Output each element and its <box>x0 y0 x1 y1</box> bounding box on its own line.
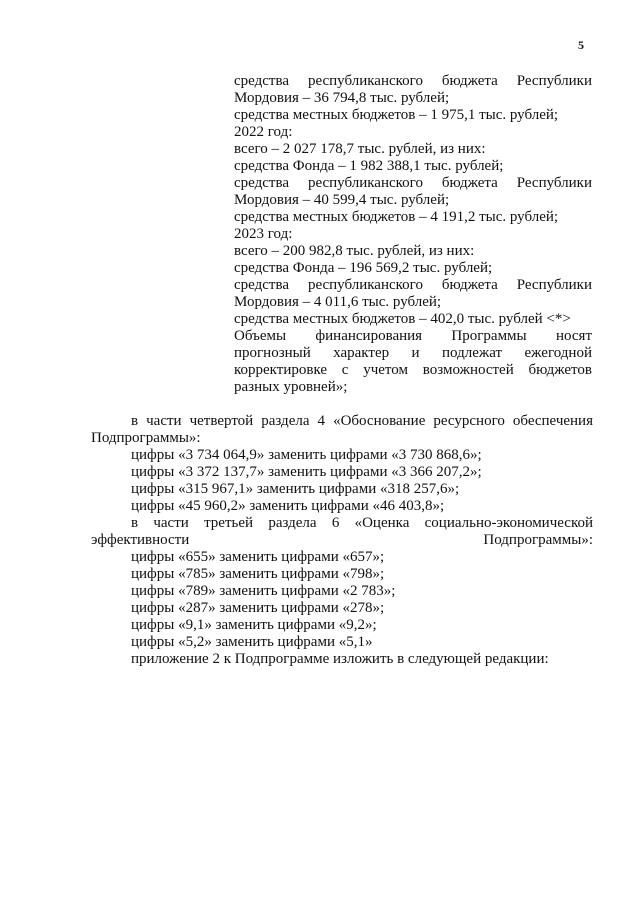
replacement-line: цифры «3 734 064,9» заменить цифрами «3 730 868,6»; <box>131 447 482 463</box>
funding-line: средства Фонда – 1 982 388,1 тыс. рублей; <box>234 158 504 174</box>
funding-line: всего – 200 982,8 тыс. рублей, из них: <box>234 243 475 259</box>
replacement-line: цифры «785» заменить цифрами «798»; <box>131 566 385 582</box>
note-line: разных уровней»; <box>234 379 348 395</box>
replacement-line: цифры «287» заменить цифрами «278»; <box>131 600 385 616</box>
year-heading: 2022 год: <box>234 124 293 140</box>
funding-line: средства республиканского бюджета Республики <box>234 73 592 89</box>
funding-line: Мордовия – 4 011,6 тыс. рублей; <box>234 294 442 310</box>
page-number: 5 <box>578 38 584 52</box>
body-paragraph: в части четвертой раздела 4 «Обоснование ресурсного обеспечения Подпрограммы»: <box>91 413 593 446</box>
year-heading: 2023 год: <box>234 226 293 242</box>
replacement-line: цифры «45 960,2» заменить цифрами «46 403,8»; <box>131 498 445 514</box>
funding-line: средства местных бюджетов – 4 191,2 тыс. рублей; <box>234 209 559 225</box>
funding-line: Мордовия – 36 794,8 тыс. рублей; <box>234 90 450 106</box>
replacement-line: цифры «315 967,1» заменить цифрами «318 257,6»; <box>131 481 460 497</box>
replacement-line: цифры «5,2» заменить цифрами «5,1» <box>131 634 373 650</box>
funding-line: средства республиканского бюджета Республики <box>234 175 592 191</box>
note-line: корректировке с учетом возможностей бюджетов <box>234 362 592 378</box>
final-instruction: приложение 2 к Подпрограмме изложить в следующей редакции: <box>131 651 549 667</box>
funding-line: средства местных бюджетов – 1 975,1 тыс. рублей; <box>234 107 559 123</box>
replacement-line: цифры «789» заменить цифрами «2 783»; <box>131 583 396 599</box>
funding-line: средства Фонда – 196 569,2 тыс. рублей; <box>234 260 493 276</box>
replacement-line: цифры «9,1» заменить цифрами «9,2»; <box>131 617 377 633</box>
funding-line: всего – 2 027 178,7 тыс. рублей, из них: <box>234 141 486 157</box>
replacement-line: цифры «3 372 137,7» заменить цифрами «3 366 207,2»; <box>131 464 482 480</box>
funding-line: Мордовия – 40 599,4 тыс. рублей; <box>234 192 450 208</box>
funding-line: средства местных бюджетов – 402,0 тыс. рублей <*> <box>234 311 571 327</box>
note-line: прогнозный характер и подлежат ежегодной <box>234 345 592 361</box>
replacement-line: цифры «655» заменить цифрами «657»; <box>131 549 385 565</box>
funding-line: средства республиканского бюджета Республики <box>234 277 592 293</box>
note-line: Объемы финансирования Программы носят <box>234 328 592 344</box>
body-paragraph: в части третьей раздела 6 «Оценка социально-экономической эффективности Подпрограммы»: <box>91 515 593 548</box>
